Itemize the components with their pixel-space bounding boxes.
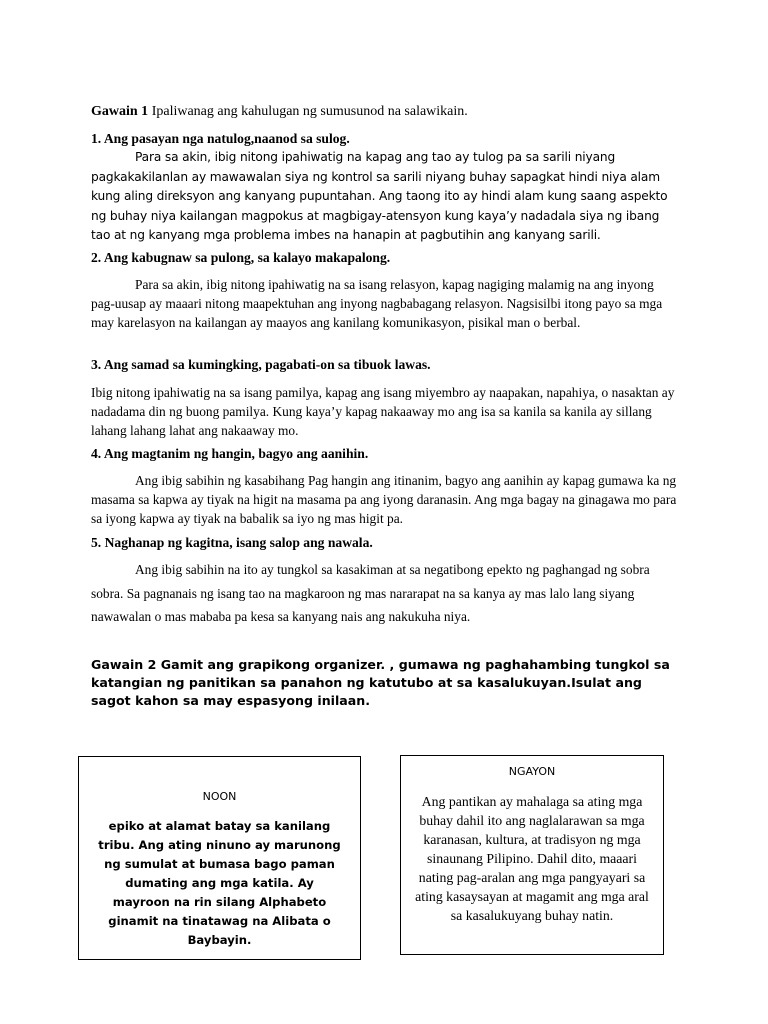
ngayon-box xyxy=(400,755,664,955)
gawain1-label: Gawain 1 xyxy=(91,104,149,119)
gawain1-header xyxy=(91,102,679,121)
saying-heading: 5. Naghanap ng kagitna, isang salop ang nawala. xyxy=(91,535,373,550)
saying-item-1 xyxy=(91,130,679,246)
saying-item-5 xyxy=(91,534,679,629)
saying-explanation: Ang ibig sabihin na ito ay tungkol sa kasakiman at sa negatibong epekto ng paghangad ng sobra sobra. Sa pagnanais ng isang tao na magkaroon ng mas nararapat na sa kanya ay mas lalo lang siyang nawawalan o mas mababa pa kesa sa kanyang nais ang nakukuha niya. xyxy=(91,562,650,624)
noon-title: NOON xyxy=(202,790,237,803)
gawain1-instruction: Ipaliwanag ang kahulugan ng sumusunod na salawikain. xyxy=(151,104,468,119)
saying-explanation: Ang ibig sabihin ng kasabihang Pag hangin ang itinanim, bagyo ang aanihin ay kapag gumawa ka ng masama sa kapwa ay tiyak na higit na masama pa ang iyong daranasin. Ang mga bagay na ginagawa mo para sa iyong kapwa ay tiyak na babalik sa iyo ng mas higit pa. xyxy=(91,473,677,526)
saying-explanation: Para sa akin, ibig nitong ipahiwatig na kapag ang tao ay tulog pa sa sarili niyang pagkakakilanlan ay mawawalan siya ng kontrol sa sarili niyang buhay sapagkat hindi niya alam kung aling direksyon ang kanyang pupuntahan. Ang taong ito ay hindi alam kung saang aspekto ng buhay niya kailangan magpokus at magbigay-atensyon kung kaya’y nadadala siya ng ibang tao at ng kanyang mga problema imbes na hanapin at pagbutihin ang kanyang sarili. xyxy=(91,150,668,243)
noon-text: epiko at alamat batay sa kanilang tribu. Ang ating ninuno ay marunong ng sumulat at bumasa bago paman dumating ang mga katila. Ay mayroon na rin silang Alphabeto ginamit na tinatawag na Alibata o Baybayin. xyxy=(98,819,341,947)
saying-item-2 xyxy=(91,249,679,332)
gawain2-instruction: Gawain 2 Gamit ang grapikong organizer. , gumawa ng paghahambing tungkol sa katangian ng panitikan sa panahon ng katutubo at sa kasalukuyan.Isulat ang sagot kahon sa may espasyong inilaan. xyxy=(91,657,670,708)
noon-box xyxy=(78,756,361,960)
saying-heading: 4. Ang magtanim ng hangin, bagyo ang aanihin. xyxy=(91,446,369,461)
saying-item-4 xyxy=(91,445,679,528)
ngayon-text: Ang pantikan ay mahalaga sa ating mga buhay dahil ito ang naglalarawan sa mga karanasan, kultura, at tradisyon ng mga sinaunang Pilipino. Dahil dito, maaari nating pag-aralan ang mga pangyayari sa ating kasaysayan at magamit ang mga aral sa kasalukuyang buhay natin. xyxy=(415,794,649,923)
saying-explanation: Para sa akin, ibig nitong ipahiwatig na sa isang relasyon, kapag nagiging malamig na ang inyong pag-uusap ay maaari nitong maapektuhan ang inyong nagbabagang relasyon. Nagsisilbi itong payo sa mga may karelasyon na kailangan ay maayos ang kanilang komunikasyon, pisikal man o berbal. xyxy=(91,277,663,330)
saying-heading: 2. Ang kabugnaw sa pulong, sa kalayo makapalong. xyxy=(91,250,391,265)
saying-explanation: Ibig nitong ipahiwatig na sa isang pamilya, kapag ang isang miyembro ay naapakan, napahiya, o nasaktan ay nadadama din ng buong pamilya. Kung kaya’y kapag nakaaway mo ang isa sa kanila sa kanila ay sillang lahang lahang lahat ang nakaaway mo. xyxy=(91,385,675,438)
saying-heading: 1. Ang pasayan nga natulog,naanod sa sulog. xyxy=(91,131,350,146)
ngayon-title: NGAYON xyxy=(508,765,556,778)
saying-heading: 3. Ang samad sa kumingking, pagabati-on sa tibuok lawas. xyxy=(91,357,431,372)
saying-item-3 xyxy=(91,356,679,440)
